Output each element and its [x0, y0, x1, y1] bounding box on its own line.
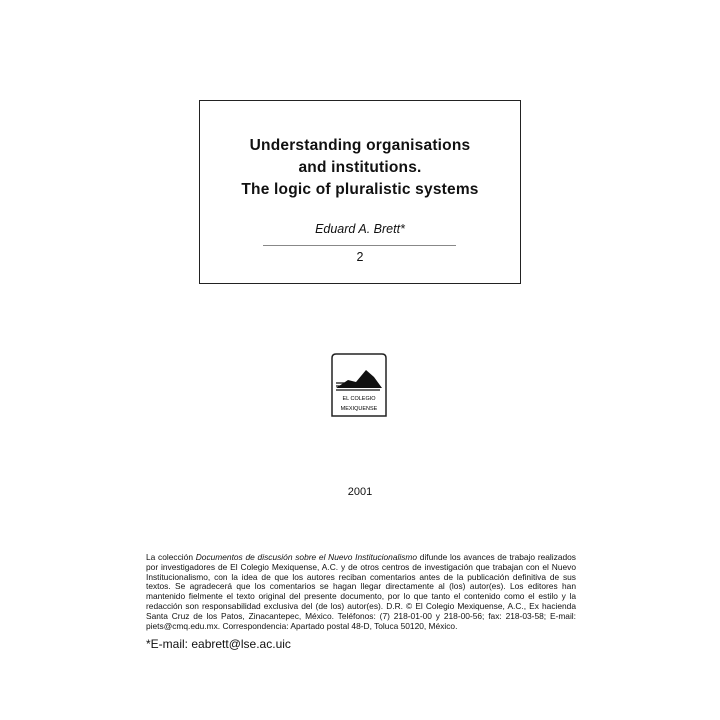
logo-text-line: EL COLEGIO: [342, 396, 376, 402]
title-box: [199, 100, 521, 284]
logo-text-line: MEXIQUENSE: [340, 406, 378, 412]
series-name: Documentos de discusión sobre el Nuevo Institucionalismo: [195, 552, 418, 562]
el-colegio-mexiquense-logo: [330, 352, 388, 420]
document-number: 2: [356, 250, 364, 264]
notice-body: difunde los avances de trabajo realizados por investigadores de El Colegio Mexiquense, A.C. y de otros centros de investigación que trabajan con el Nuevo Institucionalismo, con la idea de que los autores reciban comentarios antes de la publicación definitiva de sus textos. Se agradecerá que los comentarios se hagan llegar directamente al (los) autor(es). Los editores han mantenido fielmente el texto original del presente documento, por lo que tanto el contenido como el estilo y la redacción son responsabilidad exclusiva del (de los) autor(es). D.R. © El Colegio Mexiquense, A.C., Ex hacienda Santa Cruz de los Patos, Zinacantepec, México. Teléfonos: (7) 218-01-00 y 218-00-56; fax: 218-03-58; E-mail: piets@cmq.edu.mx. Correspondencia: Apartado postal 48-D, Toluca 50120, México.: [146, 552, 576, 631]
year: 2001: [347, 486, 373, 498]
divider: [263, 245, 456, 246]
notice-prefix: La colección: [146, 552, 196, 562]
author-email: *E-mail: eabrett@lse.ac.uic: [146, 637, 291, 652]
title-line: and institutions.: [298, 159, 422, 176]
document-title: [200, 135, 520, 201]
series-notice: [146, 553, 576, 631]
footer: [146, 553, 576, 651]
author: Eduard A. Brett*: [315, 222, 405, 236]
title-line: The logic of pluralistic systems: [241, 181, 479, 198]
title-line: Understanding organisations: [249, 137, 471, 154]
